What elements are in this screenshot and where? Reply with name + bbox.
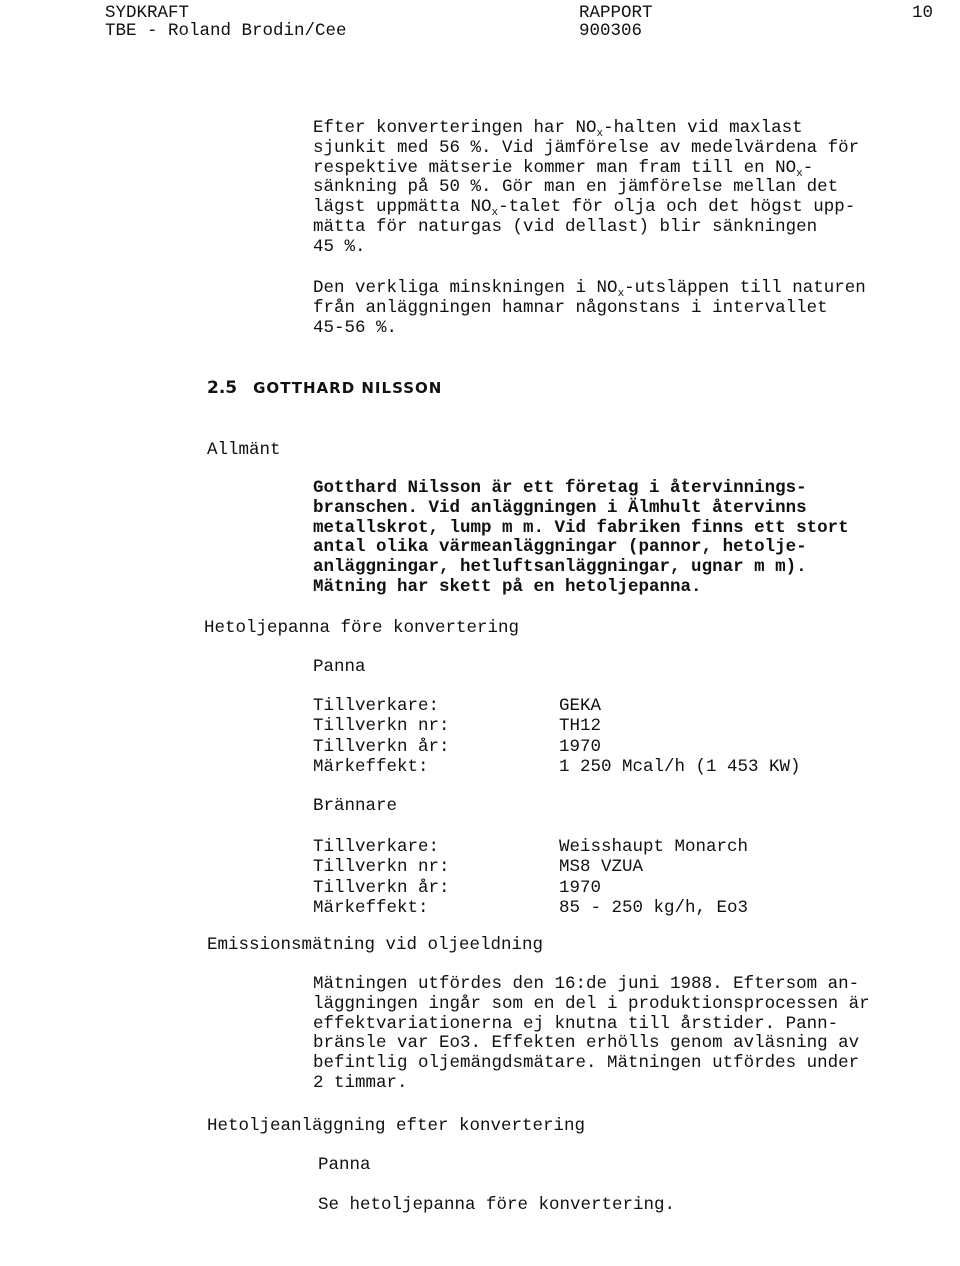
spec-label: Tillverkn nr:	[313, 857, 450, 878]
intro-p1-line: Efter konverteringen har $NO_x$-halten vid maxlast	[313, 118, 803, 140]
intro-p1-line: mätta för naturgas (vid dellast) blir sänkningen	[313, 216, 818, 237]
emission-line: befintlig oljemängdsmätare. Mätningen utfördes under	[313, 1053, 860, 1074]
intro-p1-line: 45 %.	[313, 236, 366, 257]
allmant-line: anläggningar, hetluftsanläggningar, ugnar m m).	[313, 557, 807, 578]
after-text: Se hetoljepanna före konvertering.	[318, 1195, 676, 1215]
section-title: GOTTHARD NILSSON	[253, 379, 443, 397]
header-doc-type: RAPPORT	[579, 3, 653, 23]
spec-value: 1 250 Mcal/h (1 453 KW)	[559, 756, 801, 777]
spec-value: Weisshaupt Monarch	[559, 837, 749, 857]
intro-p2-line: från anläggningen hamnar någonstans i intervallet	[313, 297, 828, 318]
header-author: TBE - Roland Brodin/Cee	[105, 21, 347, 41]
allmant-paragraph	[313, 479, 849, 598]
spec-row	[313, 737, 801, 757]
intro-p2-line: 45-56 %.	[313, 317, 398, 338]
intro-p1-line: sjunkit med 56 %. Vid jämförelse av medelvärdena för	[313, 137, 860, 158]
allmant-line: Gotthard Nilsson är ett företag i återvinnings-	[313, 478, 807, 498]
subscript: x	[796, 167, 803, 180]
spec-value: MS8 VZUA	[559, 857, 644, 878]
allmant-line: metallskrot, lump m m. Vid fabriken finns ett stort	[313, 517, 849, 538]
emission-heading: Emissionsmätning vid oljeeldning	[207, 935, 544, 955]
after-panna-heading: Panna	[318, 1155, 371, 1175]
emission-line: läggningen ingår som en del i produktionsprocessen är	[313, 993, 870, 1014]
spec-label: Tillverkare:	[313, 837, 440, 857]
subscript: x	[617, 288, 625, 300]
header-company: SYDKRAFT	[105, 3, 190, 23]
spec-value: TH12	[559, 716, 602, 737]
intro-p2-line: Den verkliga minskningen i $NO_x$-utsläppen till naturen	[313, 278, 866, 300]
emission-line: bränsle var Eo3. Effekten erhölls genom avläsning av	[313, 1033, 860, 1054]
spec-row	[313, 898, 748, 918]
emission-line: effektvariationerna ej knutna till årstider. Pann-	[313, 1013, 839, 1034]
subscript: x	[491, 207, 499, 220]
page-number: 10	[912, 3, 934, 23]
after-heading: Hetoljeanläggning efter konvertering	[207, 1116, 586, 1136]
allmant-line: Mätning har skett på en hetoljepanna.	[313, 576, 702, 597]
spec-row	[313, 837, 748, 857]
subscript: x	[596, 128, 604, 140]
intro-p1-line: lägst uppmätta $NO_x$-talet för olja och det högst upp-	[313, 197, 856, 220]
spec-label: Tillverkn år:	[313, 877, 450, 898]
intro-paragraph-2	[313, 279, 866, 338]
allmant-line: branschen. Vid anläggningen i Älmhult återvinns	[313, 497, 807, 518]
emission-line: 2 timmar.	[313, 1072, 408, 1093]
panna-heading: Panna	[313, 657, 366, 677]
section-heading	[207, 378, 442, 398]
intro-p1-line: respektive mätserie kommer man fram till en $NO_x-$	[313, 157, 814, 180]
spec-value: 1970	[559, 736, 602, 757]
emission-paragraph	[313, 975, 870, 1094]
brannare-heading: Brännare	[313, 796, 398, 816]
spec-label: Tillverkn år:	[313, 736, 450, 757]
spec-label: Tillverkare:	[313, 696, 440, 716]
spec-value: 85 - 250 kg/h, Eo3	[559, 897, 749, 918]
spec-row	[313, 878, 748, 898]
header-doc-number: 900306	[579, 21, 643, 41]
spec-label: Tillverkn nr:	[313, 716, 450, 737]
allmant-line: antal olika värmeanläggningar (pannor, hetolje-	[313, 537, 807, 558]
intro-p1-line: sänkning på 50 %. Gör man en jämförelse mellan det	[313, 177, 839, 198]
spec-label: Märkeffekt:	[313, 897, 429, 918]
spec-row	[313, 696, 801, 716]
intro-paragraph-1	[313, 119, 859, 258]
panna-spec-table	[313, 696, 801, 777]
spec-value: GEKA	[559, 696, 602, 716]
spec-value: 1970	[559, 877, 602, 898]
spec-row	[313, 857, 748, 877]
brannare-spec-table	[313, 837, 748, 918]
allmant-heading: Allmänt	[207, 440, 281, 460]
spec-row	[313, 757, 801, 777]
emission-line: Mätningen utfördes den 16:de juni 1988. Eftersom an-	[313, 974, 860, 994]
section-number: 2.5	[207, 378, 238, 398]
spec-row	[313, 716, 801, 736]
spec-label: Märkeffekt:	[313, 756, 429, 777]
before-heading: Hetoljepanna före konvertering	[204, 618, 520, 638]
